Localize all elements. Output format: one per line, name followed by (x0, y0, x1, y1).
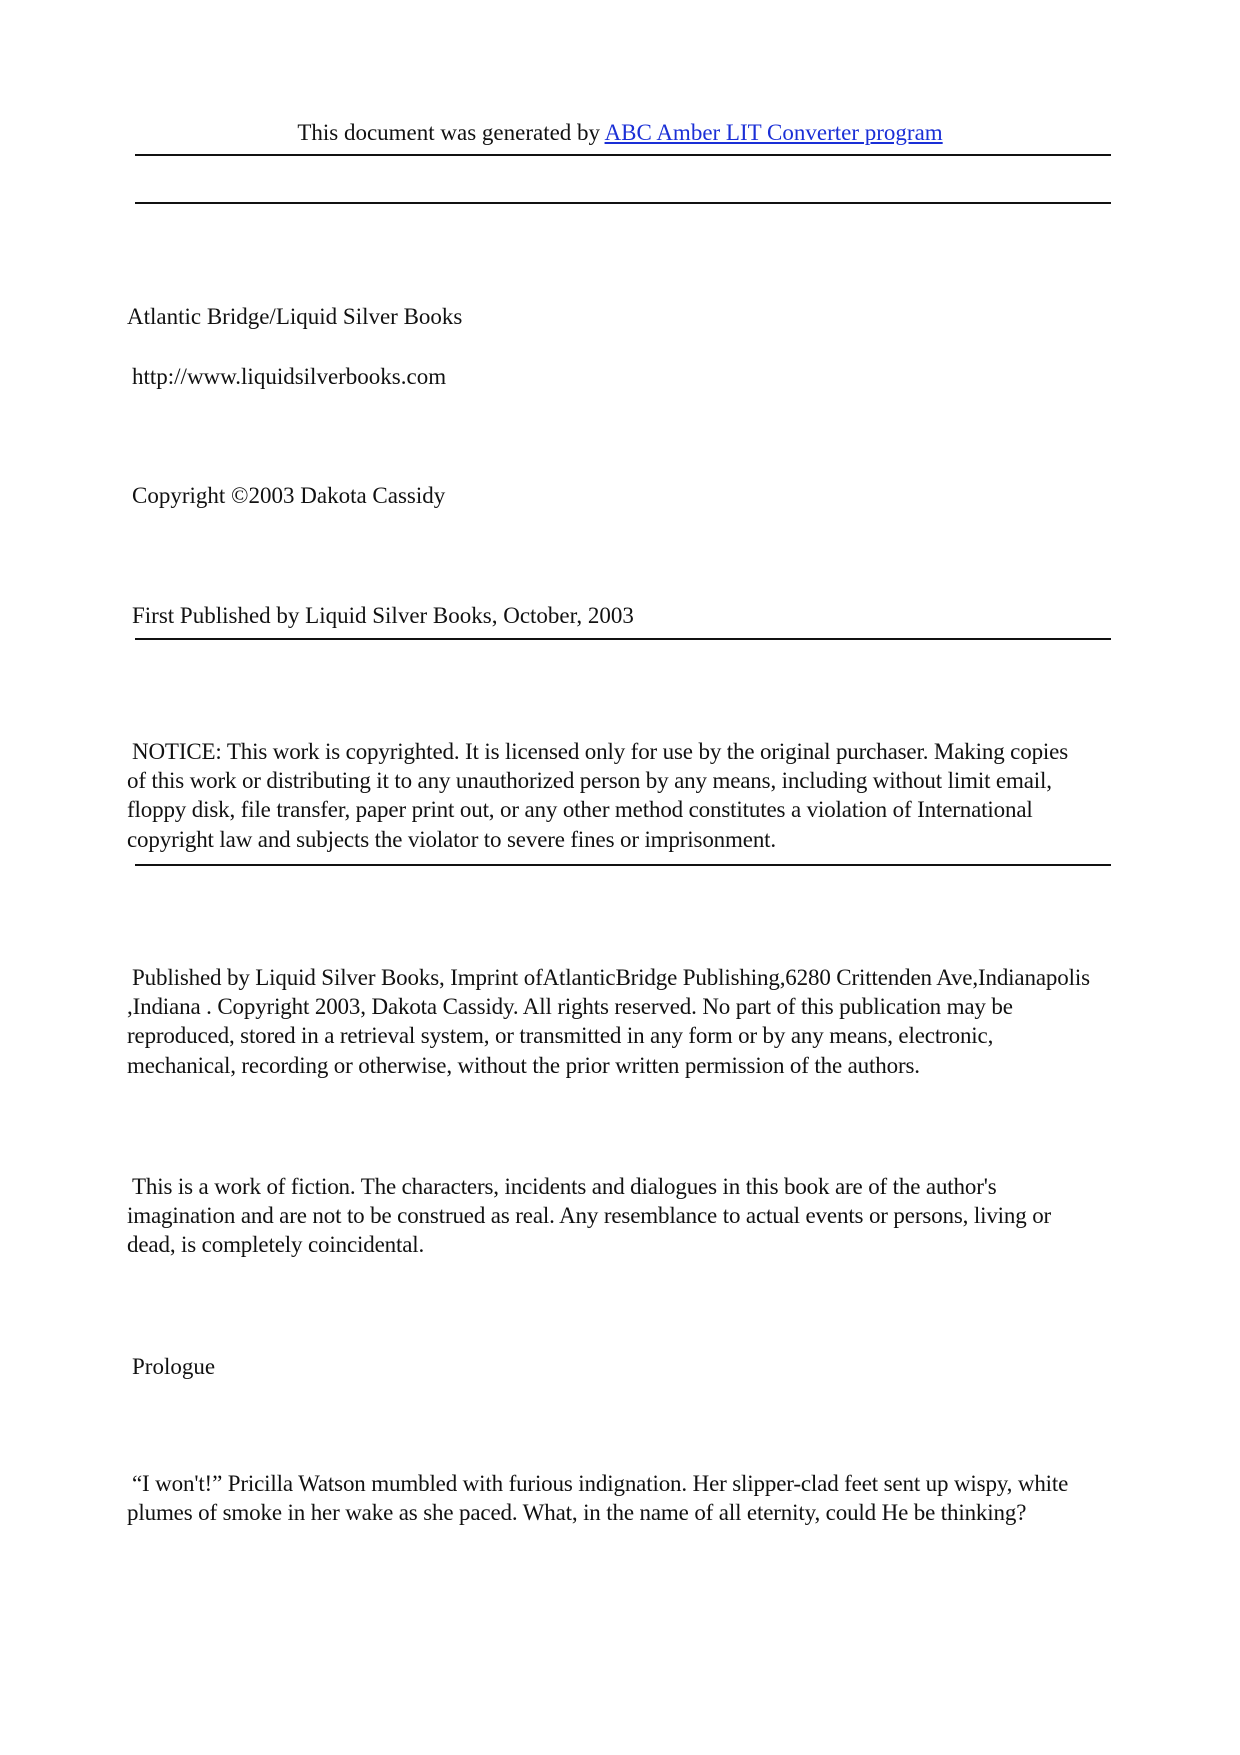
notice-line-3: floppy disk, file transfer, paper print out, or any other method constitutes a violation of International (127, 797, 1033, 823)
fiction-notice-paragraph (127, 1172, 1127, 1260)
opening-line-1: “I won't!” Pricilla Watson mumbled with furious indignation. Her slipper-clad feet sent up wispy, white (132, 1471, 1069, 1496)
first-published-line: First Published by Liquid Silver Books, October, 2003 (132, 603, 634, 628)
fiction-notice-line-2: imagination and are not to be construed as real. Any resemblance to actual events or persons, living or (127, 1203, 1052, 1229)
published-by-line-3: reproduced, stored in a retrieval system, or transmitted in any form or by any means, electronic, (127, 1023, 994, 1049)
notice-line-4: copyright law and subjects the violator to severe fines or imprisonment. (127, 826, 777, 852)
section-rule-2 (135, 864, 1111, 866)
publisher-line: Atlantic Bridge/Liquid Silver Books (127, 304, 463, 329)
website-line: http://www.liquidsilverbooks.com (132, 364, 447, 389)
opening-line-2: plumes of smoke in her wake as she paced. What, in the name of all eternity, could He be thinking? (127, 1500, 1027, 1526)
fiction-notice-line-3: dead, is completely coincidental. (127, 1232, 425, 1258)
notice-line-2: of this work or distributing it to any unauthorized person by any means, including without limit email, (127, 768, 1052, 794)
published-by-line-1: Published by Liquid Silver Books, Imprint ofAtlanticBridge Publishing,6280 Crittenden Ave,Indianapolis (132, 965, 1090, 990)
generator-header (0, 118, 1240, 147)
fiction-notice-line-1: This is a work of fiction. The characters, incidents and dialogues in this book are of the author's (132, 1174, 997, 1199)
converter-link[interactable]: ABC Amber LIT Converter program (604, 120, 943, 145)
generator-prefix: This document was generated by (297, 120, 605, 145)
opening-paragraph (127, 1469, 1127, 1527)
chapter-title: Prologue (132, 1354, 216, 1379)
section-rule-1 (135, 638, 1111, 640)
notice-paragraph (127, 737, 1127, 854)
published-by-paragraph (127, 963, 1127, 1080)
published-by-line-4: mechanical, recording or otherwise, without the prior written permission of the authors. (127, 1052, 920, 1078)
notice-line-1: NOTICE: This work is copyrighted. It is licensed only for use by the original purchaser. Making copies (132, 739, 1069, 764)
header-rule-top (135, 154, 1111, 156)
copyright-line: Copyright ©2003 Dakota Cassidy (132, 483, 446, 508)
published-by-line-2: ,Indiana . Copyright 2003, Dakota Cassidy. All rights reserved. No part of this publication may be (127, 994, 1013, 1020)
header-rule-bottom (135, 202, 1111, 204)
